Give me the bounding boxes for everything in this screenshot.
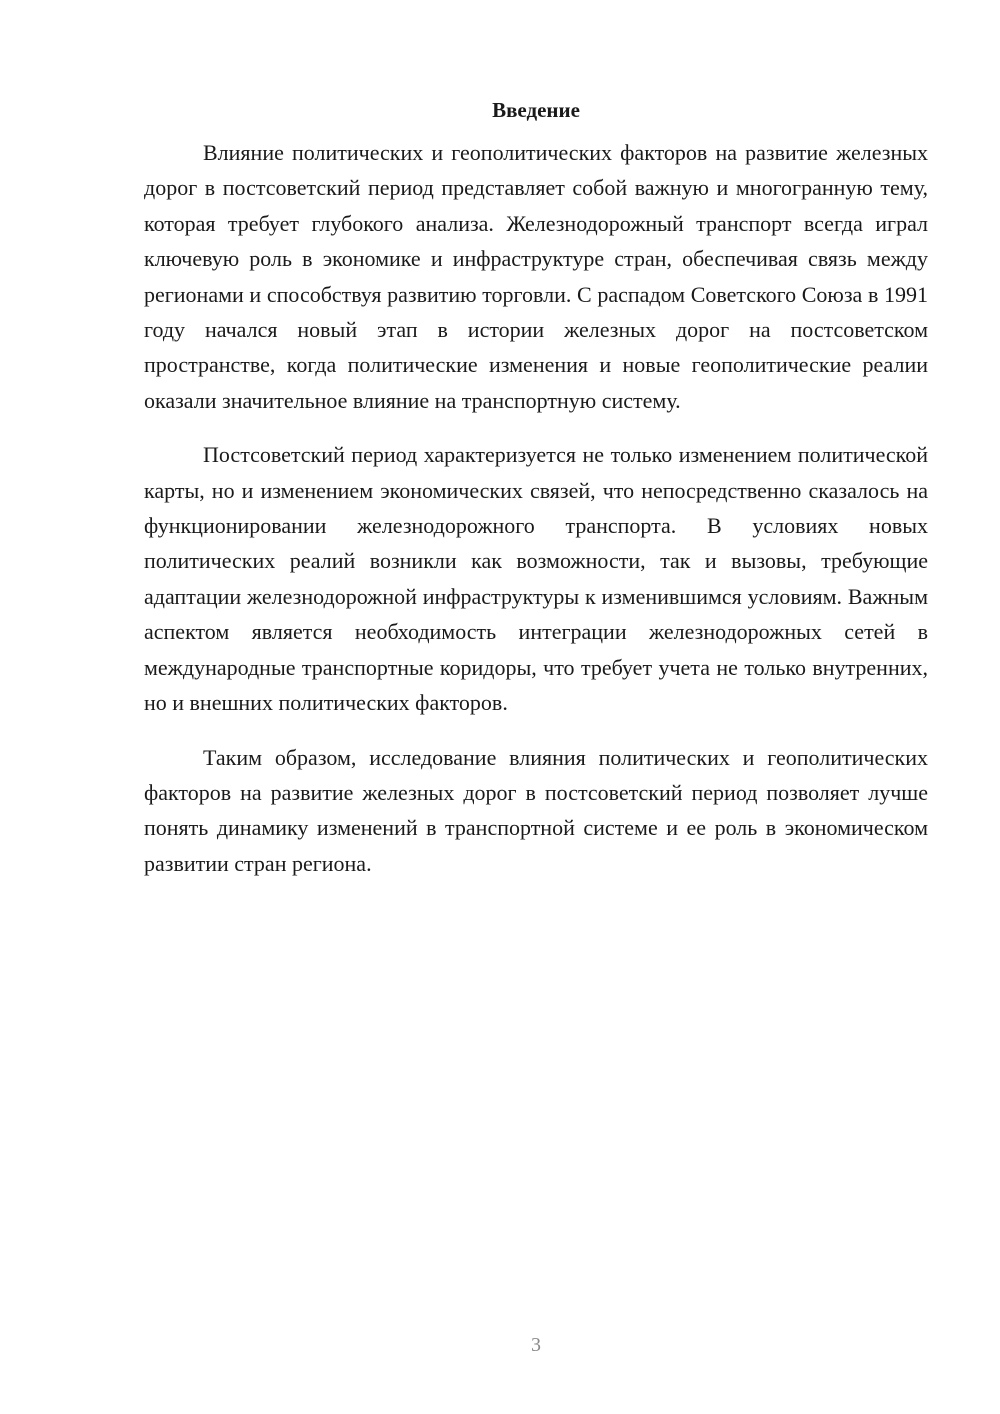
paragraph-2: Постсоветский период характеризуется не только изменением политической карты, но и изменением экономических связей, что непосредственно сказалось на функционировании железнодорожного транспорта. В условиях новых политических реалий возникли как возможности, так и вызовы, требующие адаптации железнодорожной инфраструктуры к изменившимся условиям. Важным аспектом является необходимость интеграции железнодорожных сетей в международные транспортные коридоры, что требует учета не только внутренних, но и внешних политических факторов. bbox=[144, 442, 928, 716]
page-number: 3 bbox=[531, 1334, 541, 1356]
section-heading: Введение bbox=[492, 98, 580, 122]
paragraph-3: Таким образом, исследование влияния политических и геополитических факторов на развитие железных дорог в постсоветский период позволяет лучше понять динамику изменений в транспортной системе и ее роль в экономическом развитии стран региона. bbox=[144, 744, 928, 876]
page-content bbox=[144, 95, 928, 900]
paragraph-1: Влияние политических и геополитических факторов на развитие железных дорог в постсоветский период представляет собой важную и многогранную тему, которая требует глубокого анализа. Железнодорожный транспорт всегда играл ключевую роль в экономике и инфраструктуре стран, обеспечивая связь между регионами и способствуя развитию торговли. С распадом Советского Союза в 1991 году начался новый этап в истории железных дорог на постсоветском пространстве, когда политические изменения и новые геополитические реалии оказали значительное влияние на транспортную систему. bbox=[144, 140, 928, 413]
